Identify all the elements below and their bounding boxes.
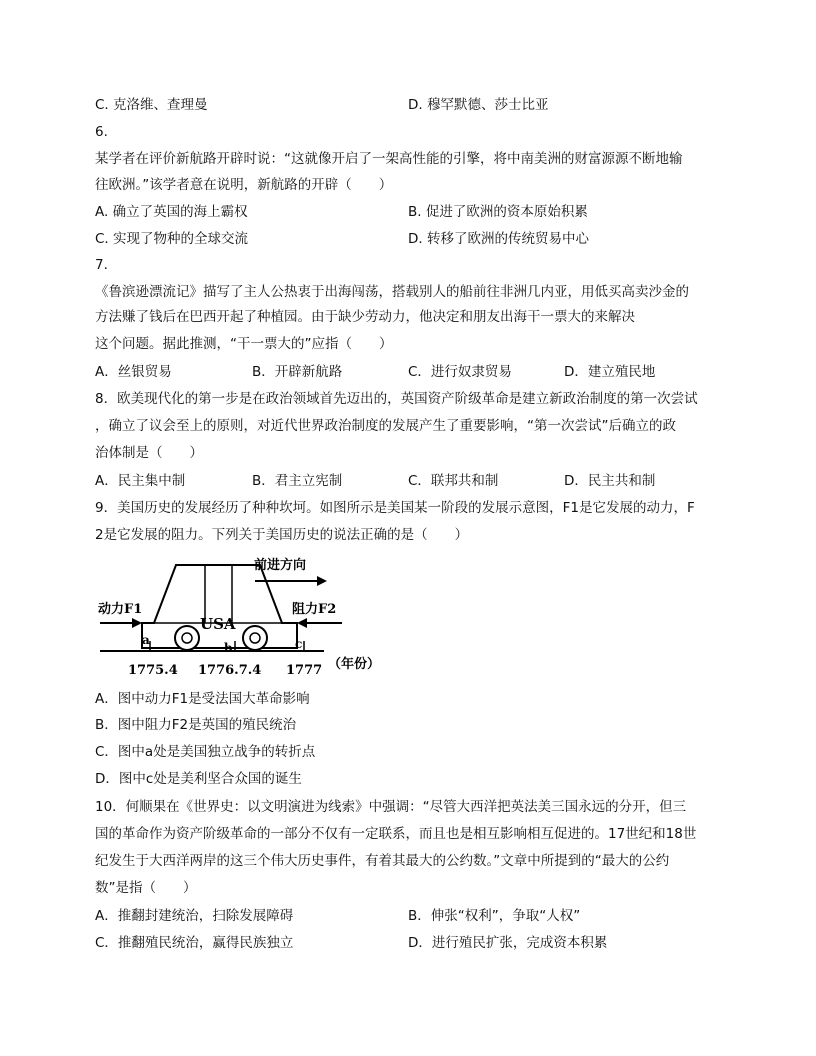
q9-option-b: B．图中阻力F2是英国的殖民统治 bbox=[95, 717, 297, 733]
q8-option-d: D．民主共和制 bbox=[564, 473, 656, 489]
q10-stem-line3: 纪发生于大西洋两岸的这三个伟大历史事件，有着其最大的公约数。”文章中所提到的“最大的公约 bbox=[95, 853, 670, 869]
q5-option-d: D. 穆罕默德、莎士比亚 bbox=[408, 97, 549, 113]
marker-c: c bbox=[295, 637, 303, 651]
q10-option-a: A．推翻封建统治，扫除发展障碍 bbox=[95, 908, 294, 924]
q10-option-b: B．伸张“权利”，争取“人权” bbox=[408, 908, 581, 924]
q10-option-d: D．进行殖民扩张，完成资本积累 bbox=[408, 935, 608, 951]
q6-stem-line1: 某学者在评价新航路开辟时说：“这就像开启了一架高性能的引擎，将中南美洲的财富源源不断地输 bbox=[95, 151, 683, 167]
q9-stem-line2: 2是它发展的阻力。下列关于美国历史的说法正确的是（ ） bbox=[95, 527, 469, 543]
q10-option-c: C．推翻殖民统治，赢得民族独立 bbox=[95, 935, 294, 951]
q10-stem-line4: 数”是指（ ） bbox=[95, 880, 197, 896]
q7-stem-line3: 这个问题。据此推测，“干一票大的”应指（ ） bbox=[95, 336, 393, 352]
car-body bbox=[142, 565, 297, 648]
q8-stem-line1: 8．欧美现代化的第一步是在政治领域首先迈出的，英国资产阶级革命是建立新政治制度的第一次尝试 bbox=[95, 391, 698, 407]
q6-option-d: D. 转移了欧洲的传统贸易中心 bbox=[408, 231, 589, 247]
q7-stem-line1: 《鲁滨逊漂流记》描写了主人公热衷于出海闯荡，搭载别人的船前往非洲几内亚，用低买高卖沙金的 bbox=[95, 284, 689, 300]
q9-option-c: C．图中a处是美国独立战争的转折点 bbox=[95, 744, 316, 760]
q8-stem-line3: 治体制是（ ） bbox=[95, 445, 203, 461]
q10-stem-line2: 国的革命作为资产阶级革命的一部分不仅有一定联系，而且也是相互影响相互促进的。17世纪和18世 bbox=[95, 826, 697, 842]
q6-number: 6. bbox=[95, 124, 108, 140]
car-label: USA bbox=[200, 615, 236, 633]
q8-option-c: C．联邦共和制 bbox=[408, 473, 499, 489]
q6-stem-line2: 往欧洲。”该学者意在说明，新航路的开辟（ ） bbox=[95, 177, 393, 193]
q9-option-a: A．图中动力F1是受法国大革命影响 bbox=[95, 691, 310, 707]
q8-option-a: A．民主集中制 bbox=[95, 473, 186, 489]
q7-option-d: D．建立殖民地 bbox=[564, 364, 656, 380]
direction-label: 前进方向 bbox=[254, 558, 307, 573]
q7-option-a: A．丝银贸易 bbox=[95, 364, 172, 380]
force1-label: 动力F1 bbox=[98, 602, 143, 617]
q5-option-c: C. 克洛维、查理曼 bbox=[95, 97, 208, 113]
force2-label: 阻力F2 bbox=[292, 602, 337, 617]
year-unit-label: （年份） bbox=[328, 657, 381, 672]
q9-option-d: D．图中c处是美利坚合众国的诞生 bbox=[95, 771, 302, 787]
date-b: 1776.7.4 bbox=[198, 663, 262, 678]
q7-number: 7. bbox=[95, 257, 108, 273]
q9-stem-line1: 9．美国历史的发展经历了种种坎坷。如图所示是美国某一阶段的发展示意图，F1是它发展的动力，F bbox=[95, 500, 695, 516]
q9-car-diagram bbox=[92, 550, 392, 680]
date-c: 1777 bbox=[286, 663, 323, 678]
q7-option-b: B．开辟新航路 bbox=[252, 364, 343, 380]
q10-stem-line1: 10．何顺果在《世界史：以文明演进为线索》中强调：“尽管大西洋把英法美三国永远的分开，但三 bbox=[95, 799, 687, 815]
marker-a: a bbox=[142, 633, 150, 647]
q6-option-c: C. 实现了物种的全球交流 bbox=[95, 231, 249, 247]
q8-stem-line2: ，确立了议会至上的原则，对近代世界政治制度的发展产生了重要影响，“第一次尝试”后确立的政 bbox=[95, 418, 676, 434]
q7-stem-line2: 方法赚了钱后在巴西开起了种植园。由于缺少劳动力，他决定和朋友出海干一票大的来解决 bbox=[95, 309, 635, 325]
q6-option-b: B. 促进了欧洲的资本原始积累 bbox=[408, 204, 588, 220]
q6-option-a: A. 确立了英国的海上霸权 bbox=[95, 204, 248, 220]
date-a: 1775.4 bbox=[128, 663, 178, 678]
q8-option-b: B．君主立宪制 bbox=[252, 473, 343, 489]
q7-option-c: C．进行奴隶贸易 bbox=[408, 364, 512, 380]
marker-b: b bbox=[224, 641, 233, 655]
